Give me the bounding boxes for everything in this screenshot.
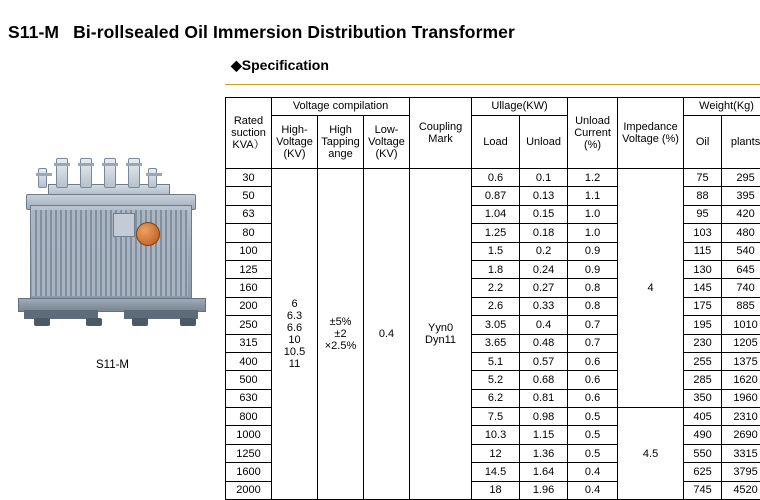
- cell-load: 1.8: [472, 260, 520, 278]
- cell-rated-suction: 500: [226, 371, 272, 389]
- cell-oil-weight: 130: [684, 260, 722, 278]
- bushing-icon: [148, 168, 157, 188]
- cell-unload-current: 0.9: [568, 242, 618, 260]
- cell-unload: 0.2: [520, 242, 568, 260]
- cell-plants-weight: 2310: [722, 408, 760, 426]
- cell-high-voltage: 6 6.3 6.6 10 10.5 11: [272, 169, 318, 500]
- cell-coupling-mark: Yyn0 Dyn11: [410, 169, 472, 500]
- cell-oil-weight: 285: [684, 371, 722, 389]
- cell-oil-weight: 75: [684, 169, 722, 187]
- cell-rated-suction: 50: [226, 187, 272, 205]
- cell-rated-suction: 2000: [226, 481, 272, 499]
- cell-unload-current: 0.5: [568, 408, 618, 426]
- bushing-icon: [104, 158, 116, 188]
- header-ullage: Ullage(KW): [472, 98, 568, 116]
- cell-load: 5.1: [472, 352, 520, 370]
- cell-unload-current: 0.9: [568, 260, 618, 278]
- cell-oil-weight: 115: [684, 242, 722, 260]
- cell-oil-weight: 745: [684, 481, 722, 499]
- oil-gauge-icon: [136, 222, 160, 246]
- cell-oil-weight: 88: [684, 187, 722, 205]
- cell-unload: 1.15: [520, 426, 568, 444]
- cell-load: 3.05: [472, 316, 520, 334]
- cell-plants-weight: 395: [722, 187, 760, 205]
- cell-rated-suction: 160: [226, 279, 272, 297]
- cell-unload-current: 1.0: [568, 224, 618, 242]
- header-coupling-mark: Coupling Mark: [410, 98, 472, 169]
- cell-plants-weight: 1960: [722, 389, 760, 407]
- cell-rated-suction: 1250: [226, 444, 272, 462]
- cell-oil-weight: 230: [684, 334, 722, 352]
- transformer-wheel: [34, 318, 50, 326]
- cell-load: 1.5: [472, 242, 520, 260]
- cell-unload: 0.13: [520, 187, 568, 205]
- cell-unload-current: 1.2: [568, 169, 618, 187]
- cell-oil-weight: 550: [684, 444, 722, 462]
- cell-load: 0.6: [472, 169, 520, 187]
- cell-unload-current: 0.4: [568, 463, 618, 481]
- cell-plants-weight: 480: [722, 224, 760, 242]
- cell-unload: 0.18: [520, 224, 568, 242]
- cell-unload: 0.24: [520, 260, 568, 278]
- header-oil: Oil: [684, 116, 722, 169]
- header-unload: Unload: [520, 116, 568, 169]
- cell-unload: 0.1: [520, 169, 568, 187]
- cell-unload: 0.48: [520, 334, 568, 352]
- specification-heading: ◆Specification: [231, 57, 329, 74]
- cell-unload: 0.15: [520, 205, 568, 223]
- cell-rated-suction: 100: [226, 242, 272, 260]
- cell-unload-current: 0.6: [568, 389, 618, 407]
- cell-unload-current: 1.0: [568, 205, 618, 223]
- cell-rated-suction: 250: [226, 316, 272, 334]
- cell-oil-weight: 95: [684, 205, 722, 223]
- radiator-fins: [32, 210, 188, 296]
- cell-oil-weight: 405: [684, 408, 722, 426]
- cell-unload-current: 0.5: [568, 426, 618, 444]
- table-row: [226, 169, 760, 187]
- table-header-row: [226, 98, 760, 116]
- cell-load: 2.2: [472, 279, 520, 297]
- cell-load: 0.87: [472, 187, 520, 205]
- cell-plants-weight: 3315: [722, 444, 760, 462]
- cell-unload-current: 0.8: [568, 297, 618, 315]
- cell-oil-weight: 350: [684, 389, 722, 407]
- cell-load: 12: [472, 444, 520, 462]
- cell-high-tapping: ±5% ±2 ×2.5%: [318, 169, 364, 500]
- cell-unload: 0.81: [520, 389, 568, 407]
- cell-plants-weight: 1010: [722, 316, 760, 334]
- cell-load: 3.65: [472, 334, 520, 352]
- table-body: [226, 169, 760, 500]
- cell-plants-weight: 885: [722, 297, 760, 315]
- cell-unload-current: 0.6: [568, 352, 618, 370]
- cell-oil-weight: 145: [684, 279, 722, 297]
- transformer-illustration: [8, 150, 218, 345]
- cell-unload-current: 0.7: [568, 334, 618, 352]
- bushing-icon: [56, 158, 68, 188]
- cell-oil-weight: 625: [684, 463, 722, 481]
- transformer-wheel: [86, 318, 102, 326]
- header-high-tapping: High Tapping ange: [318, 116, 364, 169]
- cell-plants-weight: 540: [722, 242, 760, 260]
- header-voltage-compilation: Voltage compilation: [272, 98, 410, 116]
- cell-load: 18: [472, 481, 520, 499]
- cell-rated-suction: 30: [226, 169, 272, 187]
- heading-divider: [225, 84, 760, 85]
- product-figure: [0, 150, 225, 371]
- cell-rated-suction: 800: [226, 408, 272, 426]
- cell-oil-weight: 195: [684, 316, 722, 334]
- cell-rated-suction: 80: [226, 224, 272, 242]
- header-unload-current: Unload Current (%): [568, 98, 618, 169]
- cell-plants-weight: 4520: [722, 481, 760, 499]
- cell-plants-weight: 645: [722, 260, 760, 278]
- cell-rated-suction: 400: [226, 352, 272, 370]
- cell-impedance-voltage: 4: [618, 169, 684, 408]
- header-load: Load: [472, 116, 520, 169]
- cell-unload: 1.64: [520, 463, 568, 481]
- cell-unload-current: 1.1: [568, 187, 618, 205]
- cell-unload-current: 0.6: [568, 371, 618, 389]
- cell-plants-weight: 3795: [722, 463, 760, 481]
- cell-rated-suction: 63: [226, 205, 272, 223]
- cell-rated-suction: 200: [226, 297, 272, 315]
- cell-unload-current: 0.4: [568, 481, 618, 499]
- cell-plants-weight: 2690: [722, 426, 760, 444]
- cell-rated-suction: 125: [226, 260, 272, 278]
- specification-table: [225, 97, 760, 500]
- cell-plants-weight: 1375: [722, 352, 760, 370]
- cell-unload: 0.4: [520, 316, 568, 334]
- cell-unload: 0.98: [520, 408, 568, 426]
- cell-load: 6.2: [472, 389, 520, 407]
- cell-load: 5.2: [472, 371, 520, 389]
- cell-plants-weight: 740: [722, 279, 760, 297]
- page-title-text: Bi-rollsealed Oil Immersion Distribution Transformer: [73, 22, 515, 42]
- cell-load: 2.6: [472, 297, 520, 315]
- table-header: [226, 98, 760, 169]
- cell-unload: 0.57: [520, 352, 568, 370]
- terminal-box-icon: [113, 213, 135, 237]
- header-high-voltage: High-Voltage (KV): [272, 116, 318, 169]
- transformer-wheel: [132, 318, 148, 326]
- cell-rated-suction: 1600: [226, 463, 272, 481]
- figure-caption: S11-M: [0, 359, 225, 371]
- cell-unload: 1.36: [520, 444, 568, 462]
- header-rated-suction: Rated suction KVA）: [226, 98, 272, 169]
- header-weight: Weight(Kg): [684, 98, 760, 116]
- cell-load: 1.04: [472, 205, 520, 223]
- cell-unload: 0.27: [520, 279, 568, 297]
- cell-plants-weight: 1205: [722, 334, 760, 352]
- cell-oil-weight: 255: [684, 352, 722, 370]
- cell-unload: 1.96: [520, 481, 568, 499]
- cell-load: 1.25: [472, 224, 520, 242]
- bushing-icon: [80, 158, 92, 188]
- bushing-icon: [128, 158, 140, 188]
- header-low-voltage: Low-Voltage (KV): [364, 116, 410, 169]
- cell-low-voltage: 0.4: [364, 169, 410, 500]
- page-title: [8, 22, 515, 43]
- cell-unload-current: 0.8: [568, 279, 618, 297]
- cell-unload: 0.68: [520, 371, 568, 389]
- cell-rated-suction: 1000: [226, 426, 272, 444]
- cell-rated-suction: 630: [226, 389, 272, 407]
- cell-unload: 0.33: [520, 297, 568, 315]
- header-impedance-voltage: Impedance Voltage (%): [618, 98, 684, 169]
- header-plants: plants: [722, 116, 760, 169]
- cell-load: 10.3: [472, 426, 520, 444]
- cell-unload-current: 0.7: [568, 316, 618, 334]
- specification-table-wrapper: [225, 97, 759, 500]
- cell-oil-weight: 103: [684, 224, 722, 242]
- cell-load: 7.5: [472, 408, 520, 426]
- cell-oil-weight: 490: [684, 426, 722, 444]
- bushing-icon: [38, 168, 47, 188]
- cell-plants-weight: 420: [722, 205, 760, 223]
- cell-load: 14.5: [472, 463, 520, 481]
- page-title-model: S11-M: [8, 22, 59, 42]
- cell-unload-current: 0.5: [568, 444, 618, 462]
- cell-rated-suction: 315: [226, 334, 272, 352]
- transformer-wheel: [180, 318, 196, 326]
- cell-impedance-voltage: 4.5: [618, 408, 684, 500]
- cell-plants-weight: 1620: [722, 371, 760, 389]
- cell-plants-weight: 295: [722, 169, 760, 187]
- cell-oil-weight: 175: [684, 297, 722, 315]
